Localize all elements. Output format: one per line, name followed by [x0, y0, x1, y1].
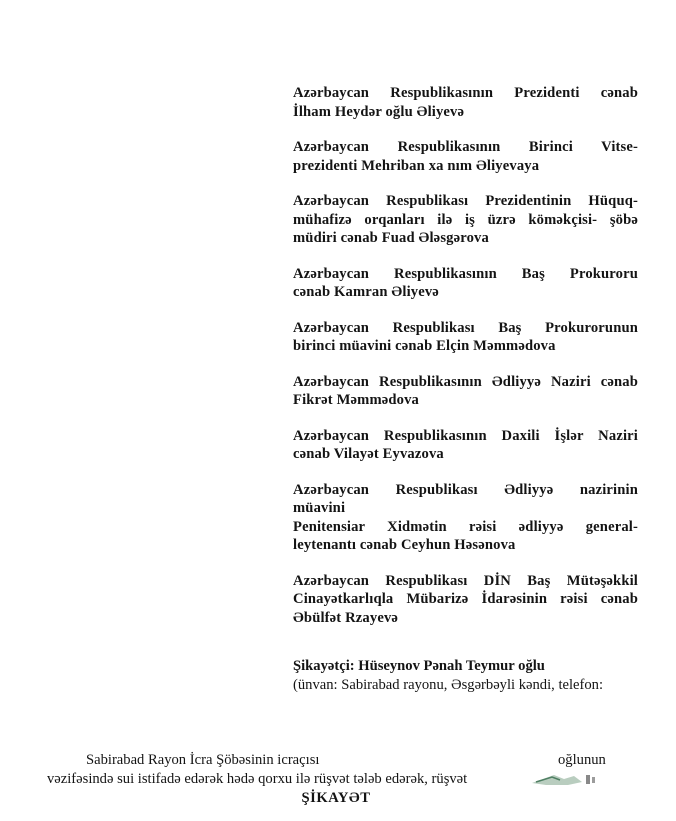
recipient-line: Azərbaycan Respublikası DİN Baş Mütəşəkkil [293, 572, 638, 589]
recipient-line: Azərbaycan Respublikasının Daxili İşlər Naziri [293, 427, 638, 444]
recipient-first-vice-president [293, 138, 638, 175]
recipient-organized-crime-chief [293, 572, 638, 628]
recipient-interior-minister [293, 427, 638, 464]
subject-line-second: vəzifəsində sui istifadə edərək hədə qorxu ilə rüşvət tələb edərək, rüşvət [47, 771, 468, 787]
scan-smudge-mark [530, 771, 600, 787]
recipient-presidential-assistant [293, 192, 638, 248]
recipient-line: Cinayətkarlıqla Mübarizə İdarəsinin rəisi cənab [293, 591, 638, 607]
recipient-line: Azərbaycan Respublikasının Prezidenti cənab [293, 85, 638, 101]
recipient-line: cənab Vilayət Eyvazova [293, 446, 444, 462]
recipient-line: mühafizə orqanları ilə iş üzrə köməkçisi- şöbə [293, 211, 638, 228]
subject-line-left: Sabirabad Rayon İcra Şöbəsinin icraçısı [86, 752, 320, 768]
recipient-justice-minister [293, 373, 638, 410]
recipient-line: İlham Heydər oğlu Əliyevə [293, 103, 465, 120]
recipient-line: Azərbaycan Respublikasının Baş Prokuroru [293, 265, 638, 282]
complainant-name: Şikayətçi: Hüseynov Pənah Teymur oğlu [293, 658, 545, 674]
recipient-line: müdiri cənab Fuad Ələsgərova [293, 230, 489, 246]
recipient-first-deputy-prosecutor [293, 319, 638, 356]
recipient-line: Azərbaycan Respublikası Prezidentinin Hüquq- [293, 193, 638, 209]
complainant-address: (ünvan: Sabirabad rayonu, Əsgərbəyli kəndi, telefon: [293, 677, 604, 693]
recipient-president [293, 84, 638, 121]
complainant-block [293, 657, 643, 695]
recipient-line: birinci müavini cənab Elçin Məmmədova [293, 338, 556, 354]
recipient-line: Azərbaycan Respublikası Baş Prokurorunun [293, 319, 638, 336]
recipients-block [293, 84, 638, 644]
recipient-line: Fikrət Məmmədova [293, 392, 419, 408]
recipient-line: Azərbaycan Respublikasının Birinci Vitse- [293, 139, 638, 155]
recipient-line: müavini [293, 500, 346, 516]
recipient-line: cənab Kamran Əliyevə [293, 284, 439, 300]
recipient-line: Penitensiar Xidmətin rəisi ədliyyə general- [293, 518, 638, 535]
recipient-line: Əbülfət Rzayevə [293, 609, 399, 626]
recipient-line: leytenantı cənab Ceyhun Həsənova [293, 537, 516, 553]
recipient-line: Azərbaycan Respublikası Ədliyyə nazirinin [293, 481, 638, 498]
recipient-line: Azərbaycan Respublikasının Ədliyyə Naziri cənab [293, 373, 638, 390]
recipient-deputy-justice-minister [293, 481, 638, 555]
recipient-prosecutor-general [293, 265, 638, 302]
subject-line-right: oğlunun [558, 752, 606, 768]
recipient-line: prezidenti Mehriban xa nım Əliyevaya [293, 157, 540, 174]
document-title: ŞİKAYƏT [301, 790, 371, 806]
